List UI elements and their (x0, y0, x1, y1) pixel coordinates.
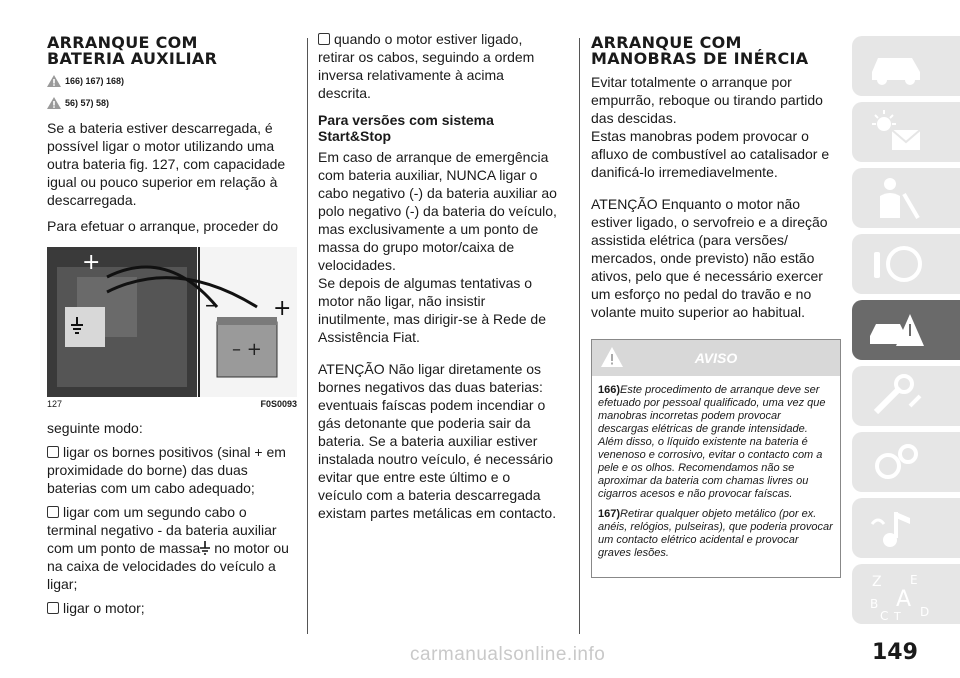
section-title-auxiliary-battery: ARRANQUE COM BATERIA AUXILIAR (47, 33, 218, 68)
tab-technical-data[interactable] (852, 432, 960, 492)
paragraph: seguinte modo: (47, 420, 143, 436)
paragraph: Para efetuar o arranque, proceder do (47, 218, 279, 234)
svg-text:E: E (910, 573, 918, 587)
subsection-title: Para versões com sistema Start&Stop (318, 112, 494, 144)
section-title-inertia-start: ARRANQUE COM MANOBRAS DE INÉRCIA (591, 33, 809, 68)
warning-box (591, 339, 841, 578)
breakdown-icon (866, 306, 926, 354)
watermark: carmanualsonline.info (410, 644, 606, 665)
jump-start-illustration (47, 247, 297, 397)
svg-text:D: D (920, 605, 930, 619)
svg-text:A: A (896, 587, 912, 612)
checkbox-bullet-icon (47, 506, 59, 518)
column-left (47, 0, 297, 617)
warning-box-body (592, 376, 840, 577)
column-right (591, 0, 841, 578)
alphabet-index-icon (866, 570, 936, 622)
svg-text:– +: – + (232, 339, 262, 360)
gears-icon (866, 438, 926, 486)
tab-safety[interactable] (852, 168, 960, 228)
page-number: 149 (872, 640, 918, 665)
warning-refs-1: 166) 167) 168) (47, 75, 297, 87)
tab-driving[interactable] (852, 234, 960, 294)
tab-emergency[interactable] (852, 300, 960, 360)
svg-text:C: C (880, 609, 889, 622)
tab-maintenance[interactable] (852, 366, 960, 426)
paragraph-attention: ATENÇÃO Enquanto o motor não estiver ligado, o servofreio e a direção assistida elétrica (para versões/ mercados, onde previsto) não estão ativos, pelo que é necessário exercer um esforço no pedal do travão e no volante muito superior ao habitual. (591, 196, 828, 320)
light-envelope-icon (866, 108, 926, 156)
list-item: quando o motor estiver ligado, retirar os cabos, seguindo a ordem inversa relativamente à acima descrita. (318, 31, 535, 101)
caution-icon (47, 97, 61, 109)
warning-icon (47, 75, 61, 87)
steering-wheel-icon (866, 240, 926, 288)
svg-text:T: T (894, 610, 901, 622)
tab-multimedia[interactable] (852, 498, 960, 558)
warning-166: 166)Este procedimento de arranque deve ser efetuado por pessoal qualificado, uma vez que manobras incorretas podem provocar descargas elétricas de grande intensidade. Além disso, o líquido existente na bateria é venenoso e corrosivo, evitar o contacto com a pele e os olhos. Recomendamos não se aproximar da bateria com chamas livres ou cigarros acesos e não provocar faíscas. (598, 384, 826, 500)
tab-warning-lights[interactable] (852, 102, 960, 162)
warning-box-header: AVISO (592, 340, 840, 376)
tab-vehicle[interactable] (852, 36, 960, 96)
paragraph: Se depois de algumas tentativas o motor não ligar, não insistir inutilmente, mas dirigir-se à Rede de Assistência Fiat. (318, 275, 546, 345)
paragraph: Em caso de arranque de emergência com bateria auxiliar, NUNCA ligar o cabo negativo (-) da bateria auxiliar ao polo negativo (-) da bateria do veículo, mas exclusivamente a um ponto de massa do grupo motor/caixa de velocidades. (318, 149, 557, 273)
figure-caption: 127 F0S0093 (47, 399, 297, 409)
warning-167: 167)Retirar qualquer objeto metálico (por ex. anéis, relógios, pulseiras), que poderia provocar um contacto elétrico acidental e provocar graves lesões. (598, 508, 833, 559)
svg-text:+: + (82, 250, 101, 275)
seatbelt-icon (866, 174, 926, 222)
svg-text:–: – (205, 293, 216, 318)
svg-text:Z: Z (872, 574, 882, 590)
column-divider (307, 38, 308, 634)
wrench-icon (866, 372, 926, 420)
svg-text:+: + (273, 296, 292, 321)
ground-icon (200, 541, 210, 555)
paragraph-attention: ATENÇÃO Não ligar diretamente os bornes negativos das duas baterias: eventuais faíscas podem incendiar o gás detonante que poderia sair da bateria. Se a bateria auxiliar estiver instalada noutro veículo, é necessário evitar que entre este último e o veículo com a bateria descarregada existam partes metálicas em contacto. (318, 361, 557, 521)
warning-refs-2: 56) 57) 58) (47, 97, 297, 109)
list-item: ligar os bornes positivos (sinal + em proximidade do borne) das duas baterias com um cabo adequado; (47, 444, 286, 496)
music-note-icon (866, 504, 926, 552)
list-item: ligar o motor; (47, 599, 297, 617)
column-middle (318, 30, 558, 522)
chapter-tabs (852, 36, 960, 630)
figure-127 (47, 247, 297, 409)
svg-text:B: B (870, 597, 879, 611)
checkbox-bullet-icon (318, 33, 330, 45)
column-divider (579, 38, 580, 634)
checkbox-bullet-icon (47, 446, 59, 458)
car-icon (866, 42, 926, 90)
paragraph: Evitar totalmente o arranque por empurrão, reboque ou tirando partido das descidas. (591, 74, 823, 126)
paragraph: Se a bateria estiver descarregada, é possível ligar o motor utilizando uma outra bateria fig. 127, com capacidade igual ou pouco superior em relação à descarregada. (47, 120, 286, 208)
checkbox-bullet-icon (47, 602, 59, 614)
paragraph: Estas manobras podem provocar o afluxo de combustível ao catalisador e danificá-lo irremediavelmente. (591, 128, 830, 180)
tab-index[interactable] (852, 564, 960, 624)
list-item: ligar com um segundo cabo o terminal negativo - da bateria auxiliar com um ponto de massa no motor ou na caixa de velocidades do veículo a ligar; (47, 504, 289, 592)
